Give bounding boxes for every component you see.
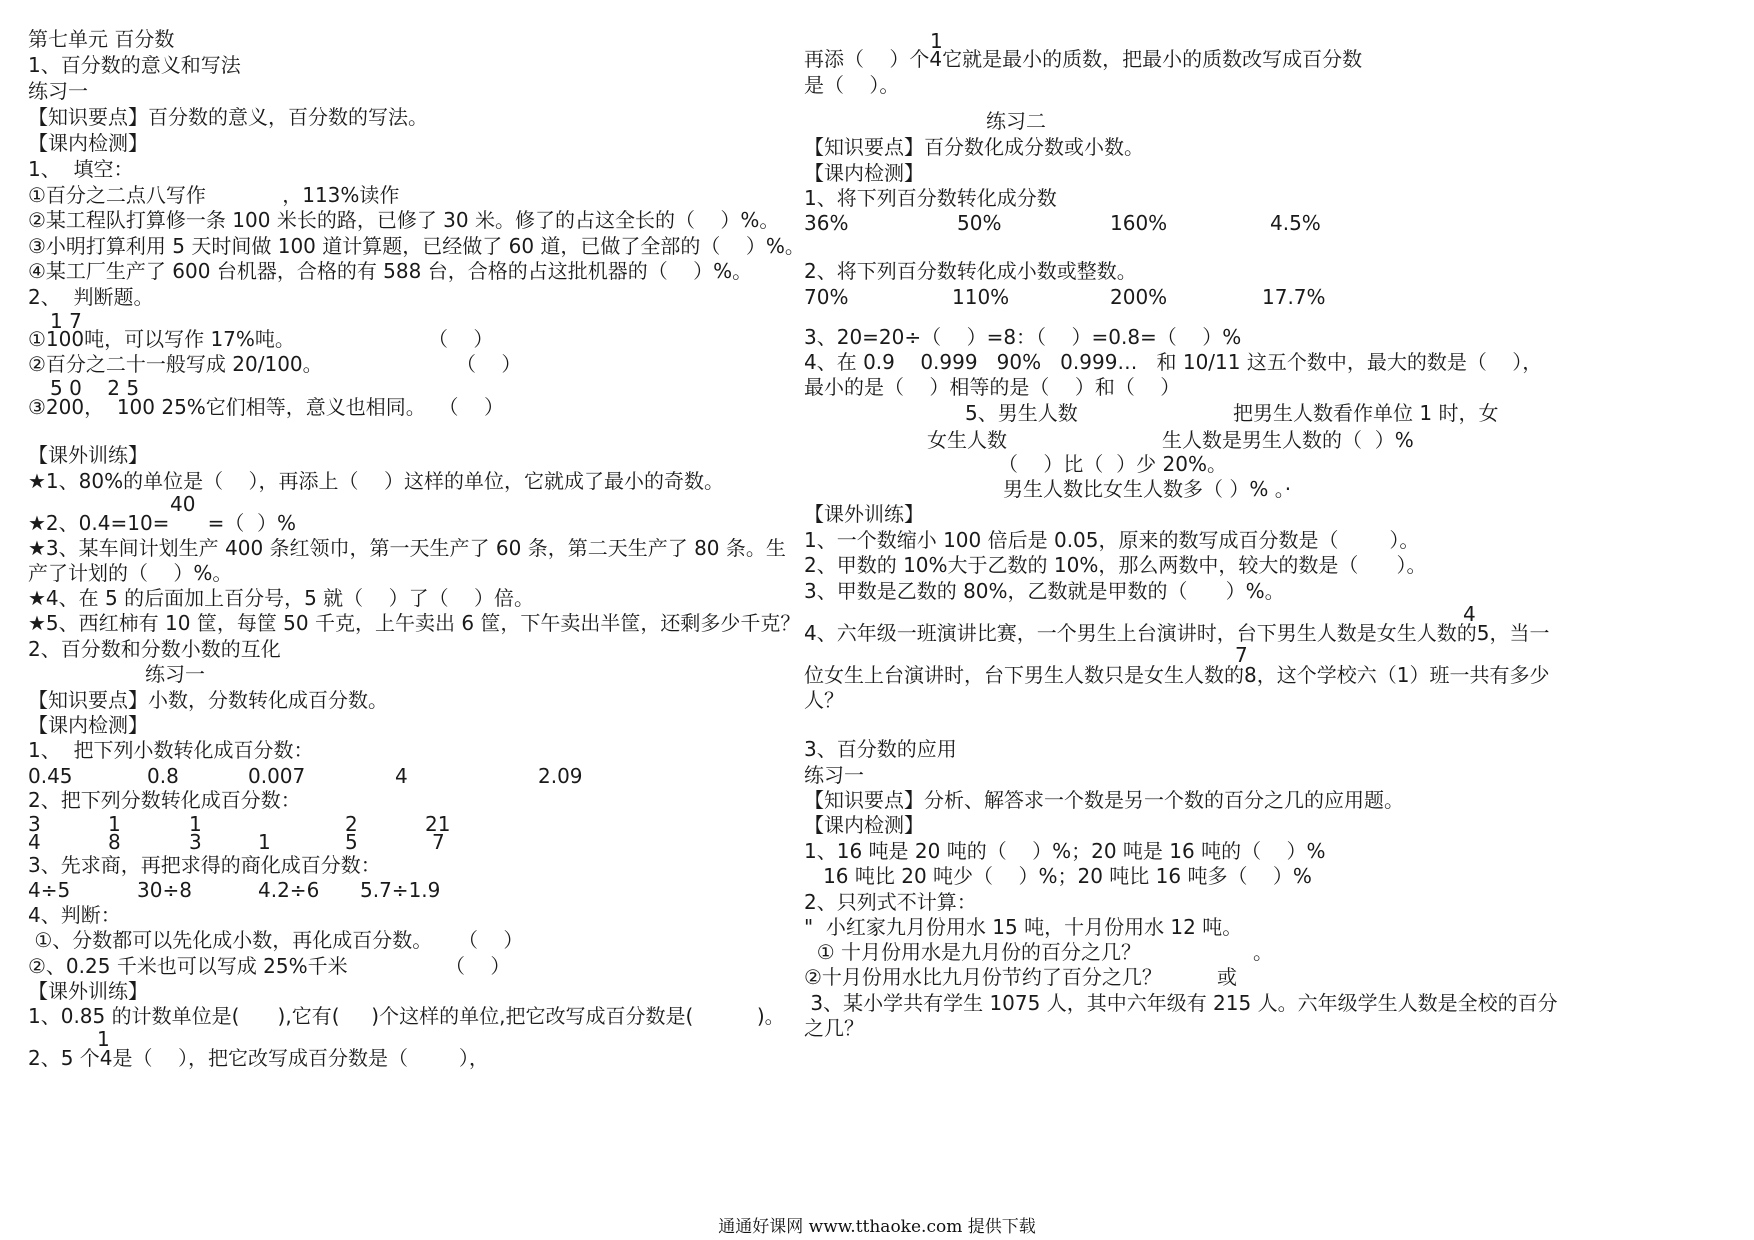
- section-2-title: 2、百分数和分数小数的互化: [28, 637, 281, 661]
- fill-title: 1、 填空：: [28, 157, 134, 181]
- fill-item-3: ③小明打算利用 5 天时间做 100 道计算题，已经做了 60 道，已做了全部的（ ）%。: [28, 234, 805, 258]
- in-class-check-3: 【课内检测】: [804, 161, 924, 185]
- judge2-item-2: ②、0.25 千米也可以写成 25%千米: [28, 954, 348, 978]
- in-class-check-4: 【课内检测】: [804, 813, 924, 837]
- exercise-heading-3: 练习一: [804, 763, 864, 787]
- extra3-item-1: 1、一个数缩小 100 倍后是 0.05，原来的数写成百分数是（ ）。: [804, 528, 1420, 552]
- convert-decimal-title: 1、 把下列小数转化成百分数：: [28, 738, 314, 762]
- extra-practice-2: 【课外训练】: [28, 979, 148, 1003]
- extra3-item-4b: 位女生上台演讲时，台下男生人数只是女生人数的8，这个学校六（1）班一共有多少: [804, 663, 1550, 687]
- in-class-check: 【课内检测】: [28, 131, 148, 155]
- application-2b-dot: 。: [1253, 940, 1273, 964]
- knowledge-points-4: 【知识要点】分析、解答求一个数是另一个数的百分之几的应用题。: [804, 788, 1404, 812]
- percent-to-decimal-title: 2、将下列百分数转化成小数或整数。: [804, 259, 1137, 283]
- decimal-item: 0.45: [28, 764, 73, 788]
- decimal-item: 4: [395, 764, 408, 788]
- exercise-heading: 练习一: [28, 79, 88, 103]
- percent-item: 17.7%: [1262, 285, 1326, 309]
- star-item-3b: 产了计划的（ ）%。: [28, 561, 233, 585]
- fraction-numerator: 1: [189, 812, 202, 836]
- application-2c-or: 或: [1217, 965, 1237, 989]
- fraction-denominator: 5: [345, 830, 358, 854]
- section-3-title: 3、百分数的应用: [804, 737, 957, 761]
- footer-source: 通通好课网 www.tthaoke.com 提供下载: [718, 1217, 1036, 1237]
- continued-line-2: 是（ ）。: [804, 73, 900, 97]
- knowledge-points: 【知识要点】百分数的意义，百分数的写法。: [28, 105, 428, 129]
- fill-item-2: ②某工程队打算修一条 100 米长的路，已修了 30 米。修了的占这全长的（ ）%。: [28, 208, 780, 232]
- question-3: 3、20=20÷（ ）=8：（ ）=0.8=（ ）%: [804, 325, 1242, 349]
- extra3-4-fraction: 4: [1463, 602, 1476, 626]
- judge-title: 2、 判断题。: [28, 285, 154, 309]
- fraction-denominator: 3: [189, 830, 202, 854]
- extra-practice: 【课外训练】: [28, 443, 148, 467]
- percent-item: 70%: [804, 285, 849, 309]
- convert-fraction-title: 2、把下列分数转化成百分数：: [28, 788, 301, 812]
- quotient-title: 3、先求商，再把求得的商化成百分数：: [28, 853, 381, 877]
- knowledge-points-2: 【知识要点】小数，分数转化成百分数。: [28, 688, 388, 712]
- question-5-female: 女生人数: [927, 428, 1007, 452]
- percent-item: 4.5%: [1270, 211, 1321, 235]
- extra3-4-fraction-2: 7: [1235, 643, 1248, 667]
- star-2-fraction: 40: [170, 492, 196, 516]
- application-2: 2、只列式不计算：: [804, 890, 977, 914]
- judge2-title: 4、判断：: [28, 903, 121, 927]
- extra3-item-2: 2、甲数的 10%大于乙数的 10%，那么两数中，较大的数是（ ）。: [804, 553, 1427, 577]
- extra3-item-4a: 4、六年级一班演讲比赛，一个男生上台演讲时，台下男生人数是女生人数的5，当一: [804, 621, 1550, 645]
- judge2-2-answer: （ ）: [445, 954, 511, 978]
- application-3a: 3、某小学共有学生 1075 人，其中六年级有 215 人。六年级学生人数是全校的百分: [804, 991, 1558, 1015]
- question-5-text-d: 男生人数比女生人数多（ ）% 。·: [1003, 477, 1292, 501]
- quotient-item: 5.7÷1.9: [360, 878, 441, 902]
- continued-line-1: 再添（ ）个4它就是最小的质数，把最小的质数改写成百分数: [804, 47, 1363, 71]
- percent-item: 200%: [1110, 285, 1168, 309]
- percent-item: 110%: [952, 285, 1010, 309]
- judge-item-2: ②百分之二十一般写成 20/100。: [28, 352, 323, 376]
- fraction-whole: 1: [258, 830, 271, 854]
- star-item-2: ★2、0.4=10= =（ ）%: [28, 511, 297, 535]
- fraction-denominator: 8: [108, 830, 121, 854]
- star-item-4: ★4、在 5 的后面加上百分号，5 就（ ）了（ ）倍。: [28, 586, 535, 610]
- section-1-title: 1、百分数的意义和写法: [28, 53, 241, 77]
- extra3-item-4c: 人？: [804, 688, 844, 712]
- judge-item-3: ③200， 100 25%它们相等，意义也相同。 （ ）: [28, 395, 504, 419]
- exercise-two-heading: 练习二: [986, 109, 1046, 133]
- percent-item: 36%: [804, 211, 849, 235]
- application-1b: 16 吨比 20 吨少（ ）%；20 吨比 16 吨多（ ）%: [804, 864, 1312, 888]
- application-2a: " 小红家九月份用水 15 吨，十月份用水 12 吨。: [804, 915, 1243, 939]
- quotient-item: 30÷8: [137, 878, 192, 902]
- question-5-text-c: （ ）比（ ）少 20%。: [998, 452, 1227, 476]
- fraction-denominator: 7: [432, 830, 445, 854]
- star-item-5: ★5、西红柿有 10 筐，每筐 50 千克，上午卖出 6 筐，下午卖出半筐，还剩多少千克？: [28, 611, 801, 635]
- fraction-numerator: 2: [345, 812, 358, 836]
- in-class-check-2: 【课内检测】: [28, 713, 148, 737]
- percent-to-fraction-title: 1、将下列百分数转化成分数: [804, 186, 1057, 210]
- question-5-male: 5、男生人数: [965, 401, 1078, 425]
- percent-item: 160%: [1110, 211, 1168, 235]
- extra3-item-3: 3、甲数是乙数的 80%，乙数就是甲数的（ ）%。: [804, 579, 1285, 603]
- exercise-heading-2: 练习一: [145, 662, 205, 686]
- fraction-numerator: 3: [28, 812, 41, 836]
- extra2-item-2: 2、5 个4是（ ），把它改写成百分数是（ ），: [28, 1046, 489, 1070]
- fraction-numerator: 21: [425, 812, 451, 836]
- judge-1-answer: （ ）: [428, 327, 494, 351]
- judge-1-fraction: 1 7: [50, 309, 82, 333]
- fraction-denominator: 4: [28, 830, 41, 854]
- question-5-text-a: 把男生人数看作单位 1 时，女: [1233, 401, 1499, 425]
- application-3b: 之几？: [804, 1016, 864, 1040]
- judge-item-1: ①100吨，可以写作 17%吨。: [28, 327, 295, 351]
- application-2b: ① 十月份用水是九月份的百分之几？: [804, 940, 1142, 964]
- quotient-item: 4÷5: [28, 878, 71, 902]
- question-4b: 最小的是（ ）相等的是（ ）和（ ）: [804, 375, 1181, 399]
- percent-item: 50%: [957, 211, 1002, 235]
- cont-fraction: 1: [930, 29, 943, 53]
- extra-practice-3: 【课外训练】: [804, 502, 924, 526]
- decimal-item: 0.007: [248, 764, 306, 788]
- star-item-3a: ★3、某车间计划生产 400 条红领巾，第一天生产了 60 条，第二天生产了 80 条。生: [28, 536, 786, 560]
- question-5-text-b: 生人数是男生人数的（ ）%: [1162, 428, 1414, 452]
- fill-item-1: ①百分之二点八写作 ，113%读作: [28, 183, 400, 207]
- knowledge-points-3: 【知识要点】百分数化成分数或小数。: [804, 135, 1144, 159]
- extra2-2-fraction: 1: [97, 1027, 110, 1051]
- application-2c: ②十月份用水比九月份节约了百分之几？: [804, 965, 1162, 989]
- fraction-numerator: 1: [108, 812, 121, 836]
- fill-item-4: ④某工厂生产了 600 台机器，合格的有 588 台，合格的占这批机器的（ ）%。: [28, 259, 753, 283]
- decimal-item: 2.09: [538, 764, 583, 788]
- star-item-1: ★1、80%的单位是（ ），再添上（ ）这样的单位，它就成了最小的奇数。: [28, 469, 724, 493]
- judge-3-fraction: 5 0 2 5: [50, 376, 140, 400]
- judge2-item-1: ①、分数都可以先化成小数，再化成百分数。: [28, 928, 433, 952]
- quotient-item: 4.2÷6: [258, 878, 320, 902]
- extra2-item-1: 1、0.85 的计数单位是( ),它有( )个这样的单位,把它改写成百分数是( )。: [28, 1004, 785, 1028]
- unit-title: 第七单元 百分数: [28, 27, 175, 51]
- application-1a: 1、16 吨是 20 吨的（ ）%；20 吨是 16 吨的（ ）%: [804, 839, 1326, 863]
- judge2-1-answer: （ ）: [458, 928, 524, 952]
- question-4a: 4、在 0.9 0.999 90% 0.999… 和 10/11 这五个数中，最大的数是（ ），: [804, 350, 1543, 374]
- judge-2-answer: （ ）: [456, 352, 522, 376]
- decimal-item: 0.8: [147, 764, 179, 788]
